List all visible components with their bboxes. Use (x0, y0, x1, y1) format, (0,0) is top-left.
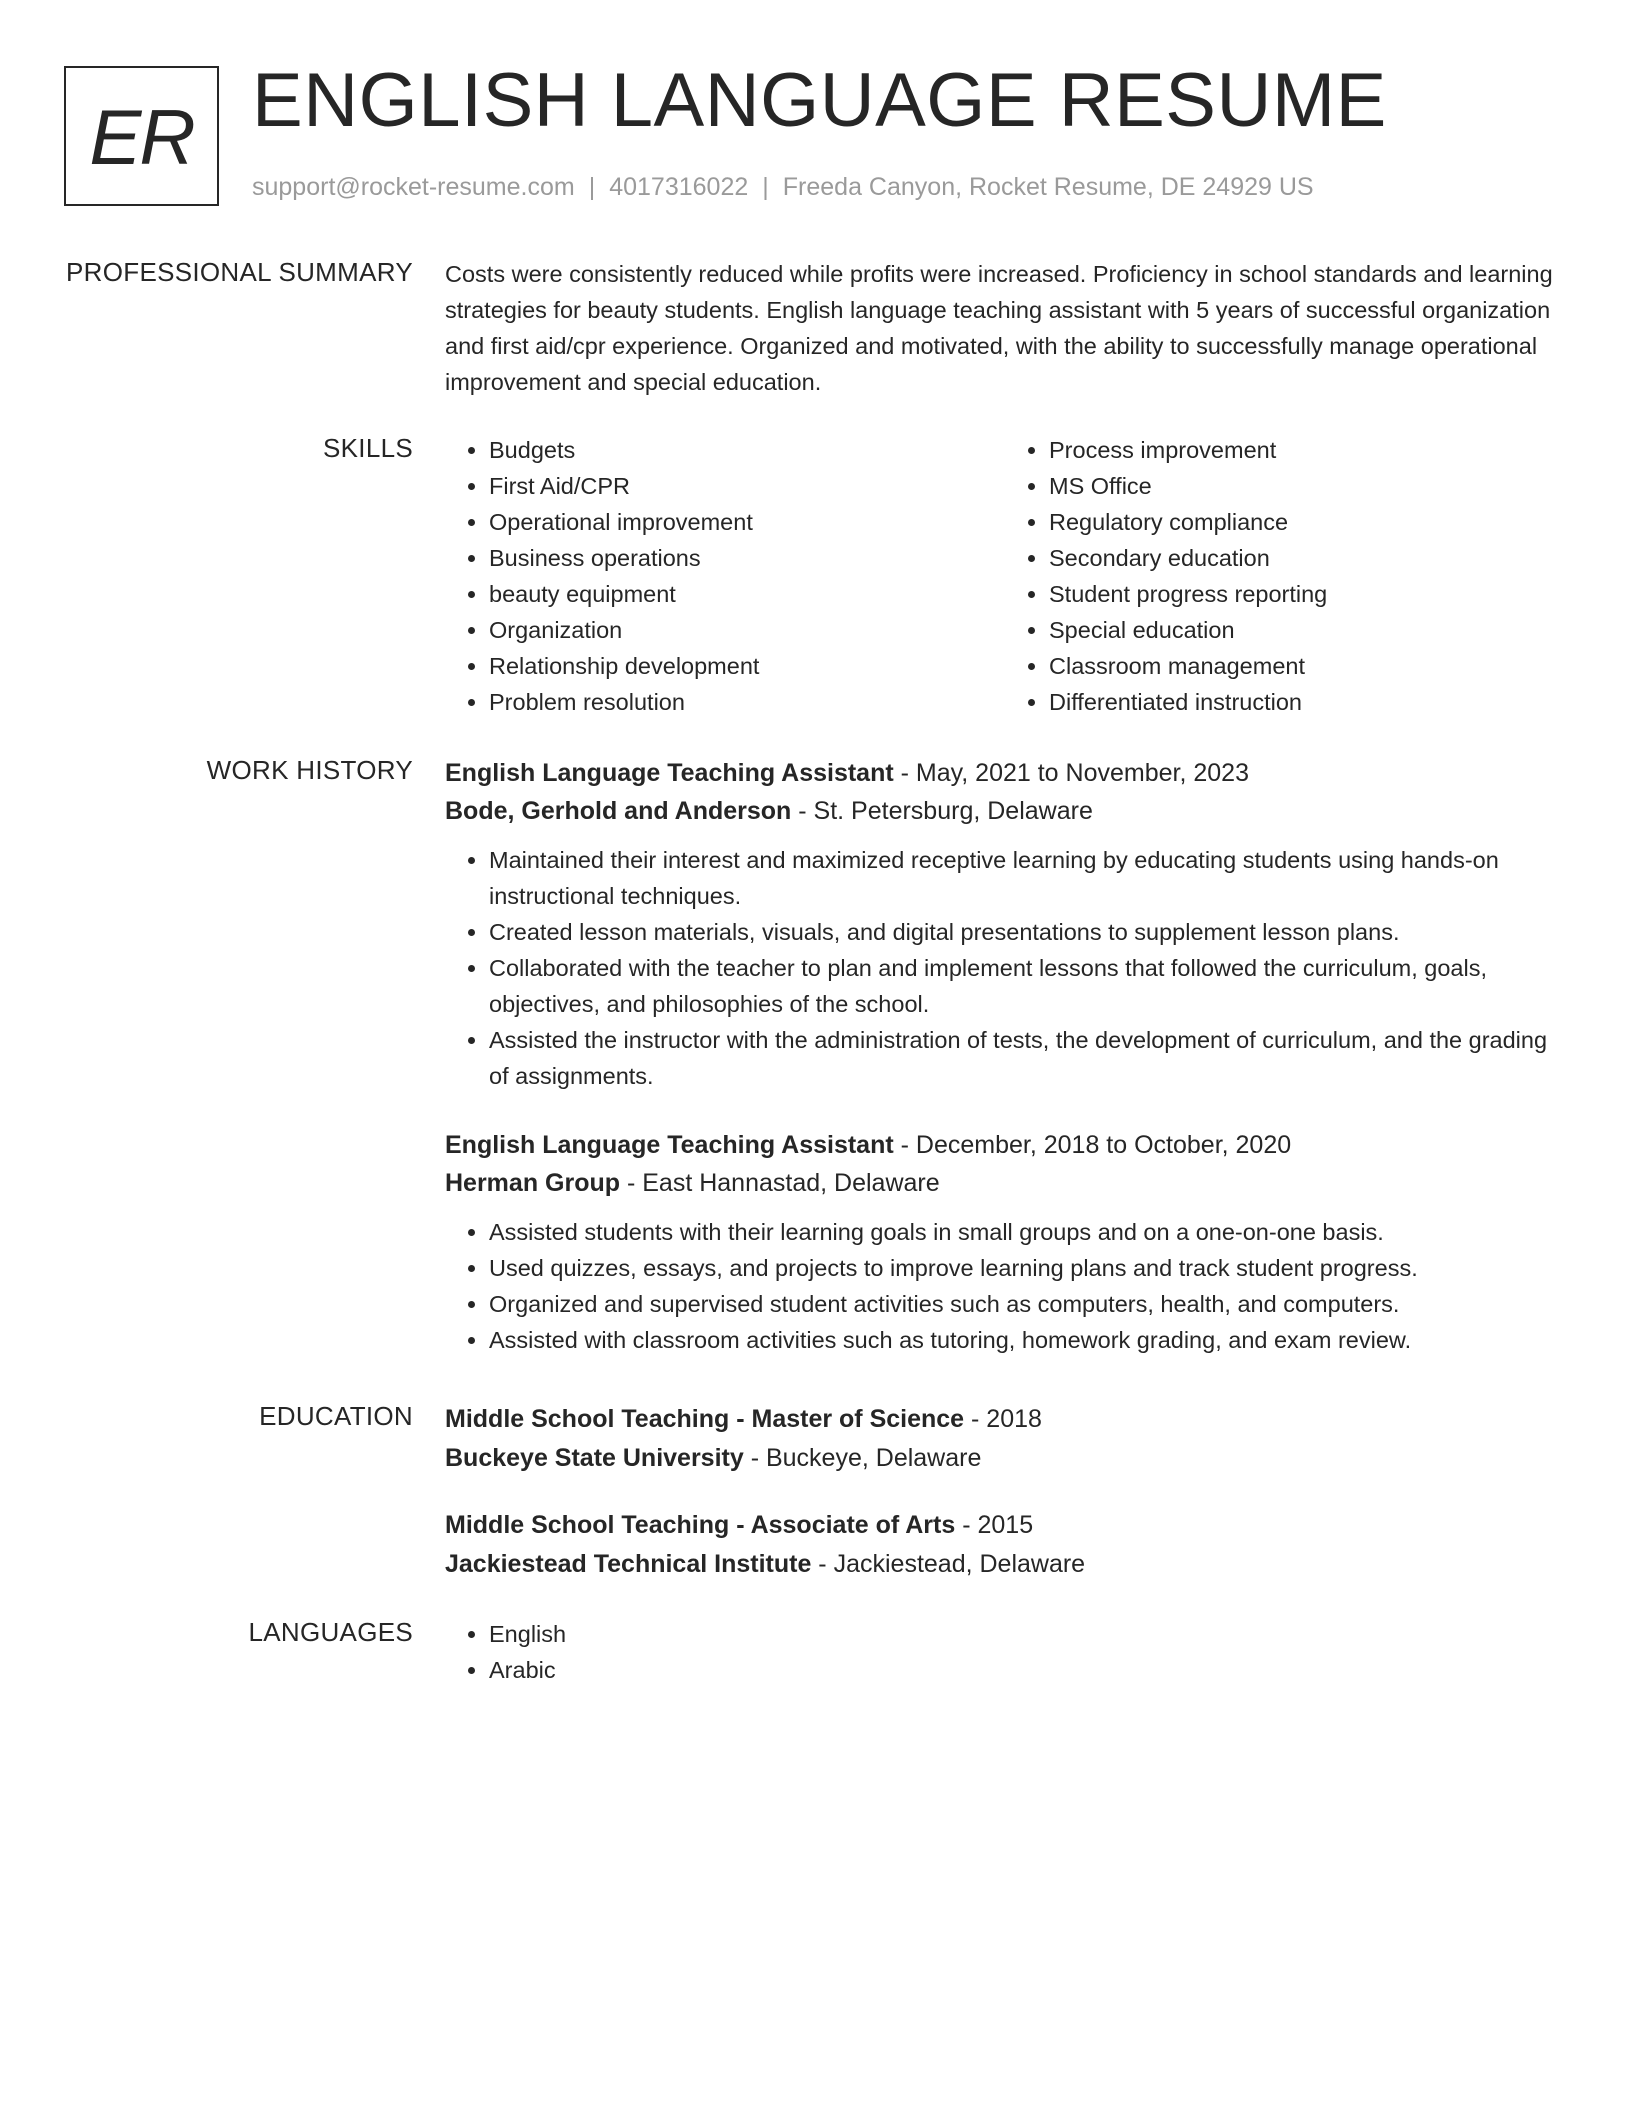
education-location: - Jackiestead, Delaware (811, 1550, 1086, 1578)
contact-separator: | (762, 173, 769, 201)
contact-line (252, 173, 1314, 202)
skill-item: • Budgets (489, 432, 1005, 468)
job-duty: • Assisted with classroom activities such as tutoring, homework grading, and exam review. (489, 1322, 1565, 1358)
contact-phone: 4017316022 (609, 173, 749, 201)
job-entry (445, 1126, 1565, 1358)
education-heading: EDUCATION (259, 1401, 413, 1431)
job-duties (445, 1214, 1565, 1358)
education-school: Jackiestead Technical Institute (445, 1550, 812, 1578)
skill-item: • beauty equipment (489, 576, 1005, 612)
education-degree: Middle School Teaching - Associate of Arts (445, 1511, 956, 1539)
work-heading: WORK HISTORY (206, 755, 413, 785)
skills-heading: SKILLS (323, 433, 413, 463)
skill-item: • Business operations (489, 540, 1005, 576)
summary-text: Costs were consistently reduced while profits were increased. Proficiency in school standards and learning strategies for beauty students. English language teaching assistant with 5 years of successful organization and first aid/cpr experience. Organized and motivated, with the ability to successfully manage operational improvement and special education. (445, 261, 1553, 395)
job-role-line (445, 754, 1565, 792)
skill-item: • Student progress reporting (1049, 576, 1565, 612)
job-duty: • Organized and supervised student activities such as computers, health, and computers. (489, 1286, 1565, 1322)
job-duty: • Assisted the instructor with the administration of tests, the development of curriculum, and the grading of assignments. (489, 1022, 1565, 1094)
education-year: - 2015 (955, 1511, 1034, 1539)
skill-item: • Secondary education (1049, 540, 1565, 576)
job-role-line (445, 1126, 1565, 1164)
job-company: Bode, Gerhold and Anderson (445, 797, 792, 825)
skill-item: • Regulatory compliance (1049, 504, 1565, 540)
skills-list-left (445, 432, 1005, 720)
job-location: - St. Petersburg, Delaware (791, 797, 1093, 825)
education-school-line (445, 1439, 1565, 1478)
skill-item: • MS Office (1049, 468, 1565, 504)
monogram-box (64, 66, 219, 206)
job-dates: - December, 2018 to October, 2020 (893, 1131, 1292, 1159)
languages-list (445, 1616, 1565, 1688)
job-duty: • Collaborated with the teacher to plan and implement lessons that followed the curriculum, goals, objectives, and philosophies of the school. (489, 950, 1565, 1022)
skill-item: • Organization (489, 612, 1005, 648)
job-company: Herman Group (445, 1169, 621, 1197)
skill-item: • Classroom management (1049, 648, 1565, 684)
contact-email: support@rocket-resume.com (252, 173, 575, 201)
job-duty: • Maintained their interest and maximized receptive learning by educating students using hands-on instructional techniques. (489, 842, 1565, 914)
education-degree-line (445, 1400, 1565, 1439)
job-company-line (445, 792, 1565, 830)
job-duties (445, 842, 1565, 1094)
education-degree: Middle School Teaching - Master of Science (445, 1405, 965, 1433)
summary-heading: PROFESSIONAL SUMMARY (66, 257, 413, 287)
job-duty: • Used quizzes, essays, and projects to improve learning plans and track student progress. (489, 1250, 1565, 1286)
contact-address: Freeda Canyon, Rocket Resume, DE 24929 US (782, 173, 1314, 201)
education-degree-line (445, 1506, 1565, 1545)
education-entry (445, 1400, 1565, 1478)
education-entry (445, 1506, 1565, 1584)
skill-item: • Relationship development (489, 648, 1005, 684)
resume-title: ENGLISH LANGUAGE RESUME (252, 58, 1387, 143)
education-year: - 2018 (964, 1405, 1042, 1433)
skill-item: • Operational improvement (489, 504, 1005, 540)
job-duty: • Created lesson materials, visuals, and digital presentations to supplement lesson plans. (489, 914, 1565, 950)
job-entry (445, 754, 1565, 1094)
skill-item: • Special education (1049, 612, 1565, 648)
contact-separator: | (588, 173, 596, 201)
monogram-initials: ER (89, 92, 194, 181)
skill-item: • First Aid/CPR (489, 468, 1005, 504)
skill-item: • Differentiated instruction (1049, 684, 1565, 720)
skills-list-right (1005, 432, 1565, 720)
language-item: • Arabic (489, 1652, 1565, 1688)
education-school-line (445, 1545, 1565, 1584)
education-location: - Buckeye, Delaware (743, 1444, 982, 1472)
education-school: Buckeye State University (445, 1444, 744, 1472)
job-duty: • Assisted students with their learning goals in small groups and on a one-on-one basis. (489, 1214, 1565, 1250)
job-role: English Language Teaching Assistant (445, 1131, 894, 1159)
skill-item: • Problem resolution (489, 684, 1005, 720)
languages-heading: LANGUAGES (248, 1617, 413, 1647)
job-company-line (445, 1164, 1565, 1202)
language-item: • English (489, 1616, 1565, 1652)
job-dates: - May, 2021 to November, 2023 (893, 759, 1249, 787)
job-role: English Language Teaching Assistant (445, 759, 894, 787)
job-location: - East Hannastad, Delaware (620, 1169, 940, 1197)
skill-item: • Process improvement (1049, 432, 1565, 468)
